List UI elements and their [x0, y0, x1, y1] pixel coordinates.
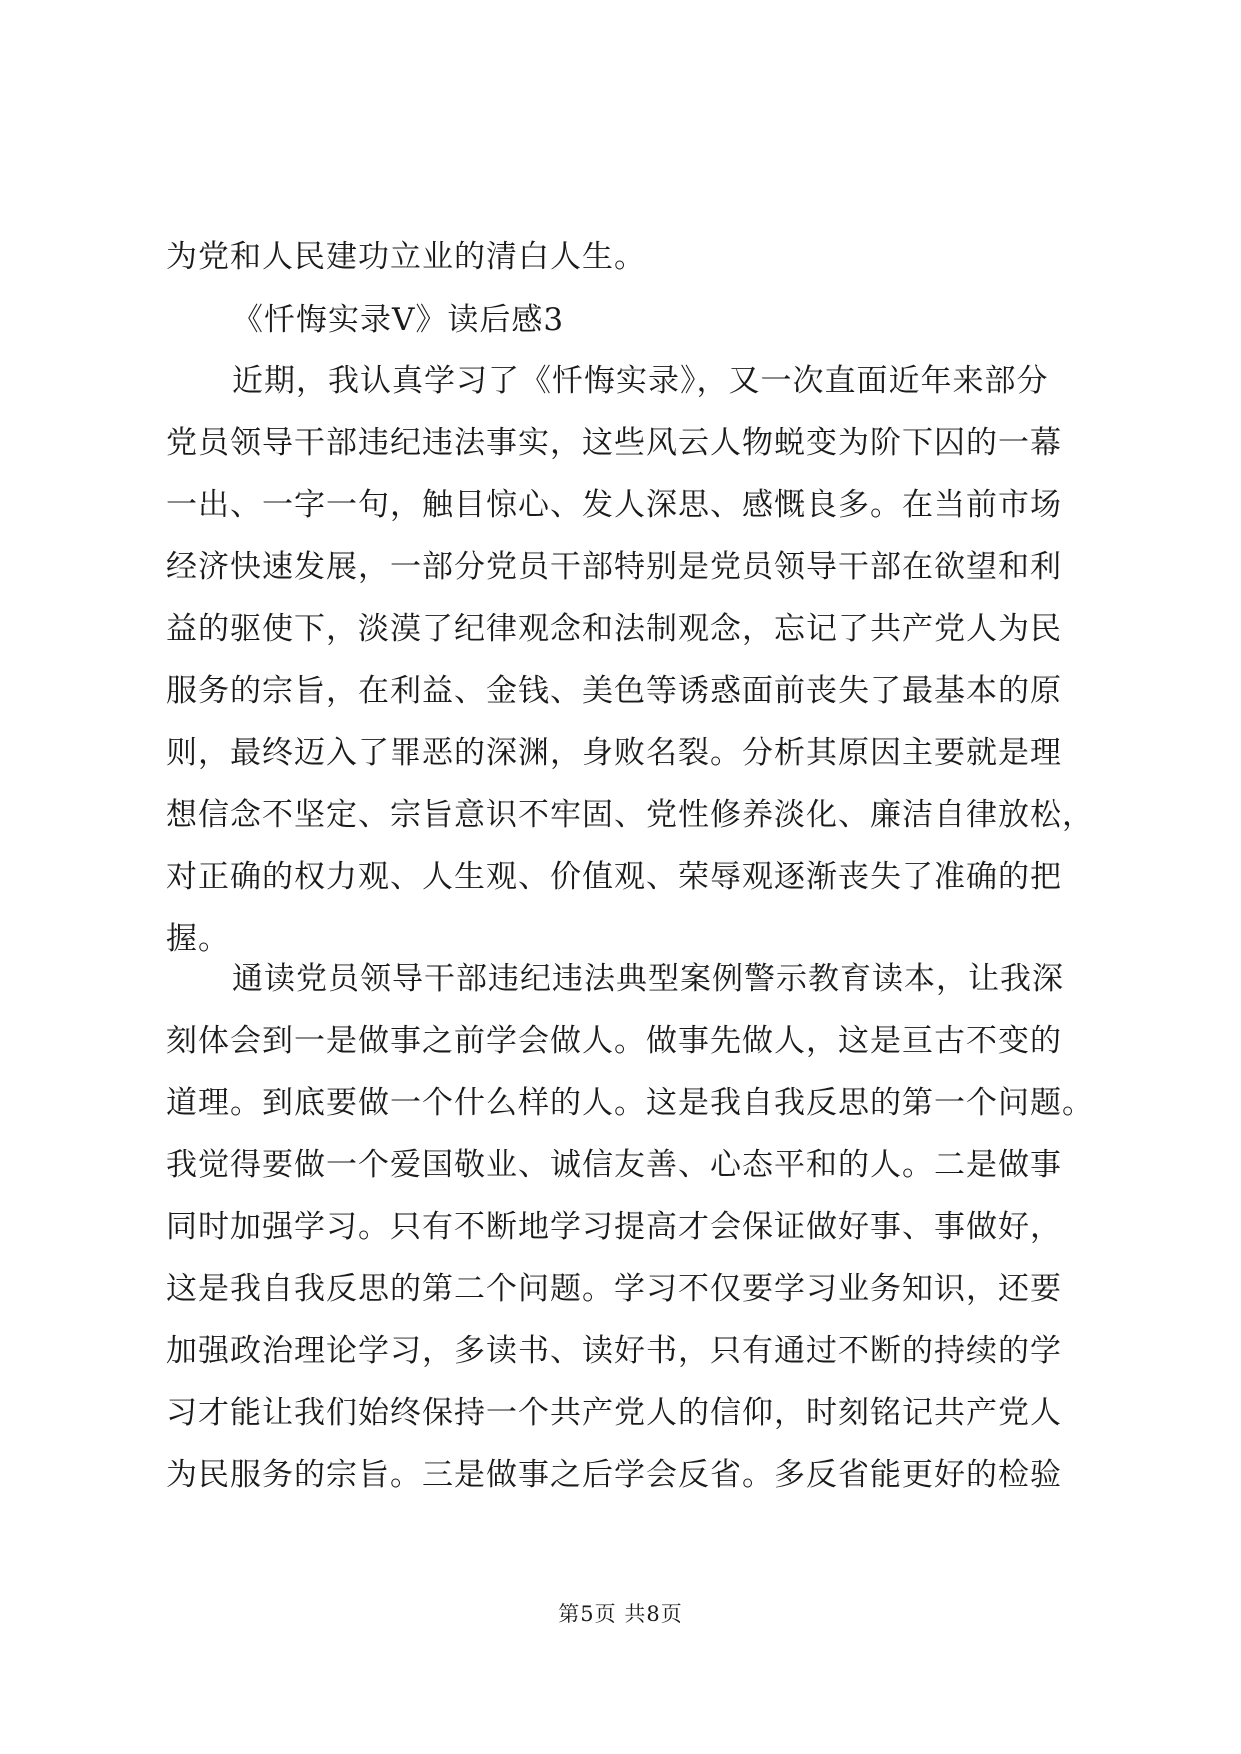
text-line: 我觉得要做一个爱国敬业、诚信友善、心态平和的人。二是做事 [166, 1147, 1062, 1183]
paragraph-end [166, 226, 1076, 288]
text-line: 为党和人民建功立业的清白人生。 [166, 239, 646, 275]
text-line: 党员领导干部违纪违法事实，这些风云人物蜕变为阶下囚的一幕 [166, 425, 1062, 461]
paragraph-1 [166, 350, 1094, 970]
text-line: 通读党员领导干部违纪违法典型案例警示教育读本，让我深 [232, 961, 1064, 997]
text-line: 对正确的权力观、人生观、价值观、荣辱观逐渐丧失了准确的把 [166, 859, 1062, 895]
text-line: 想信念不坚定、宗旨意识不牢固、党性修养淡化、廉洁自律放松， [166, 797, 1094, 833]
text-line: 加强政治理论学习，多读书、读好书，只有通过不断的持续的学 [166, 1333, 1062, 1369]
text-line: 则，最终迈入了罪恶的深渊，身败名裂。分析其原因主要就是理 [166, 735, 1062, 771]
paragraph-2 [166, 948, 1094, 1506]
text-line: 益的驱使下，淡漠了纪律观念和法制观念，忘记了共产党人为民 [166, 611, 1062, 647]
section-title [166, 289, 1076, 351]
text-line: 这是我自我反思的第二个问题。学习不仅要学习业务知识，还要 [166, 1271, 1062, 1307]
page-number-label: 第5页 共8页 [558, 1602, 683, 1626]
text-line: 服务的宗旨，在利益、金钱、美色等诱惑面前丧失了最基本的原 [166, 673, 1062, 709]
text-line: 近期，我认真学习了《忏悔实录》，又一次直面近年来部分 [232, 363, 1049, 399]
section-title-text: 《忏悔实录Ⅴ》读后感3 [232, 302, 565, 338]
text-line: 一出、一字一句，触目惊心、发人深思、感慨良多。在当前市场 [166, 487, 1062, 523]
text-line: 经济快速发展，一部分党员干部特别是党员领导干部在欲望和利 [166, 549, 1062, 585]
text-line: 同时加强学习。只有不断地学习提高才会保证做好事、事做好， [166, 1209, 1062, 1245]
text-line: 道理。到底要做一个什么样的人。这是我自我反思的第一个问题。 [166, 1085, 1094, 1121]
page-footer [0, 1598, 1241, 1628]
text-line: 刻体会到一是做事之前学会做人。做事先做人，这是亘古不变的 [166, 1023, 1062, 1059]
text-line: 握。 [166, 921, 230, 957]
text-line: 习才能让我们始终保持一个共产党人的信仰，时刻铭记共产党人 [166, 1395, 1062, 1431]
text-line: 为民服务的宗旨。三是做事之后学会反省。多反省能更好的检验 [166, 1457, 1062, 1493]
